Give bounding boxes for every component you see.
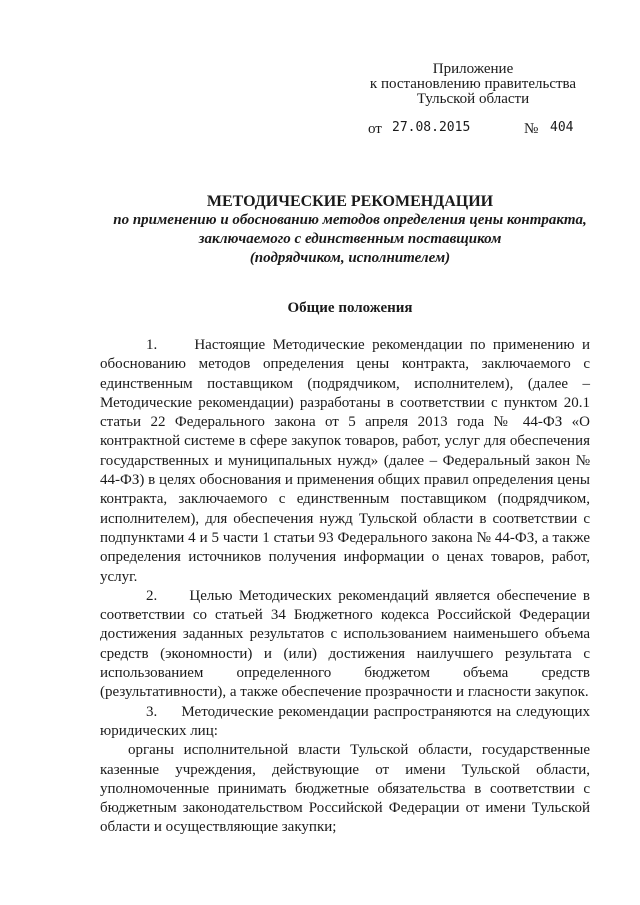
- document-title: [108, 193, 592, 268]
- number-prefix: №: [524, 121, 539, 137]
- annex-line-3: Тульской области: [416, 91, 530, 107]
- paragraph-2: 2. Целью Методических рекомендаций является обеспечение в соответствии со статьей 34 Бюджетного кодекса Российской Федерации достижения заданных результатов с использованием наименьшего объема средств (экономности) и (или) достижения наилучшего результата с использованием определенного бюджетом объема средств (результативности), а также обеспечение прозрачности и гласности закупок.: [100, 587, 590, 701]
- title-subtitle-line-2: заключаемого с единственным поставщиком: [198, 231, 502, 247]
- title-subtitle-line-1: по применению и обоснованию методов определения цены контракта,: [113, 212, 587, 228]
- document-number: 404: [550, 120, 574, 135]
- date-prefix: от: [368, 121, 382, 137]
- paragraph-1: 1. Настоящие Методические рекомендации по применению и обоснованию методов определения цены контракта, заключаемого с единственным поставщиком (подрядчиком, исполнителем), (далее – Методические рекомендации) разработаны в соответствии с пунктом 20.1 статьи 22 Федерального закона от 5 апреля 2013 года № 44-ФЗ «О контрактной системе в сфере закупок товаров, работ, услуг для обеспечения государственных и муниципальных нужд» (далее – Федеральный закон № 44-ФЗ) в целях обоснования и применения общих правил определения цены контракта, заключаемого с единственным поставщиком (подрядчиком, исполнителем), для обеспечения нужд Тульской области в соответствии с подпунктами 4 и 5 части 1 статьи 93 Федерального закона № 44-ФЗ, а также определения источников получения информации о ценах товаров, работ, услуг.: [100, 337, 590, 585]
- document-date: 27.08.2015: [392, 120, 471, 135]
- paragraph-3: 3. Методические рекомендации распространяются на следующих юридических лиц:: [100, 703, 590, 739]
- date-number-line: [368, 120, 578, 138]
- annex-block: [366, 62, 580, 107]
- section-heading: Общие положения: [287, 300, 413, 316]
- document-body: [100, 336, 590, 838]
- title-main: МЕТОДИЧЕСКИЕ РЕКОМЕНДАЦИИ: [206, 193, 494, 210]
- annex-line-1: Приложение: [432, 61, 514, 77]
- paragraph-3-list-item: органы исполнительной власти Тульской области, государственные казенные учреждения, действующие от имени Тульской области, уполномоченные принимать бюджетные обязательства в соответствии с бюджетным законодательством Российской Федерации от имени Тульской области и осуществляющие закупки;: [100, 742, 590, 836]
- title-subtitle-line-3: (подрядчиком, исполнителем): [249, 250, 451, 266]
- annex-line-2: к постановлению правительства: [369, 76, 577, 92]
